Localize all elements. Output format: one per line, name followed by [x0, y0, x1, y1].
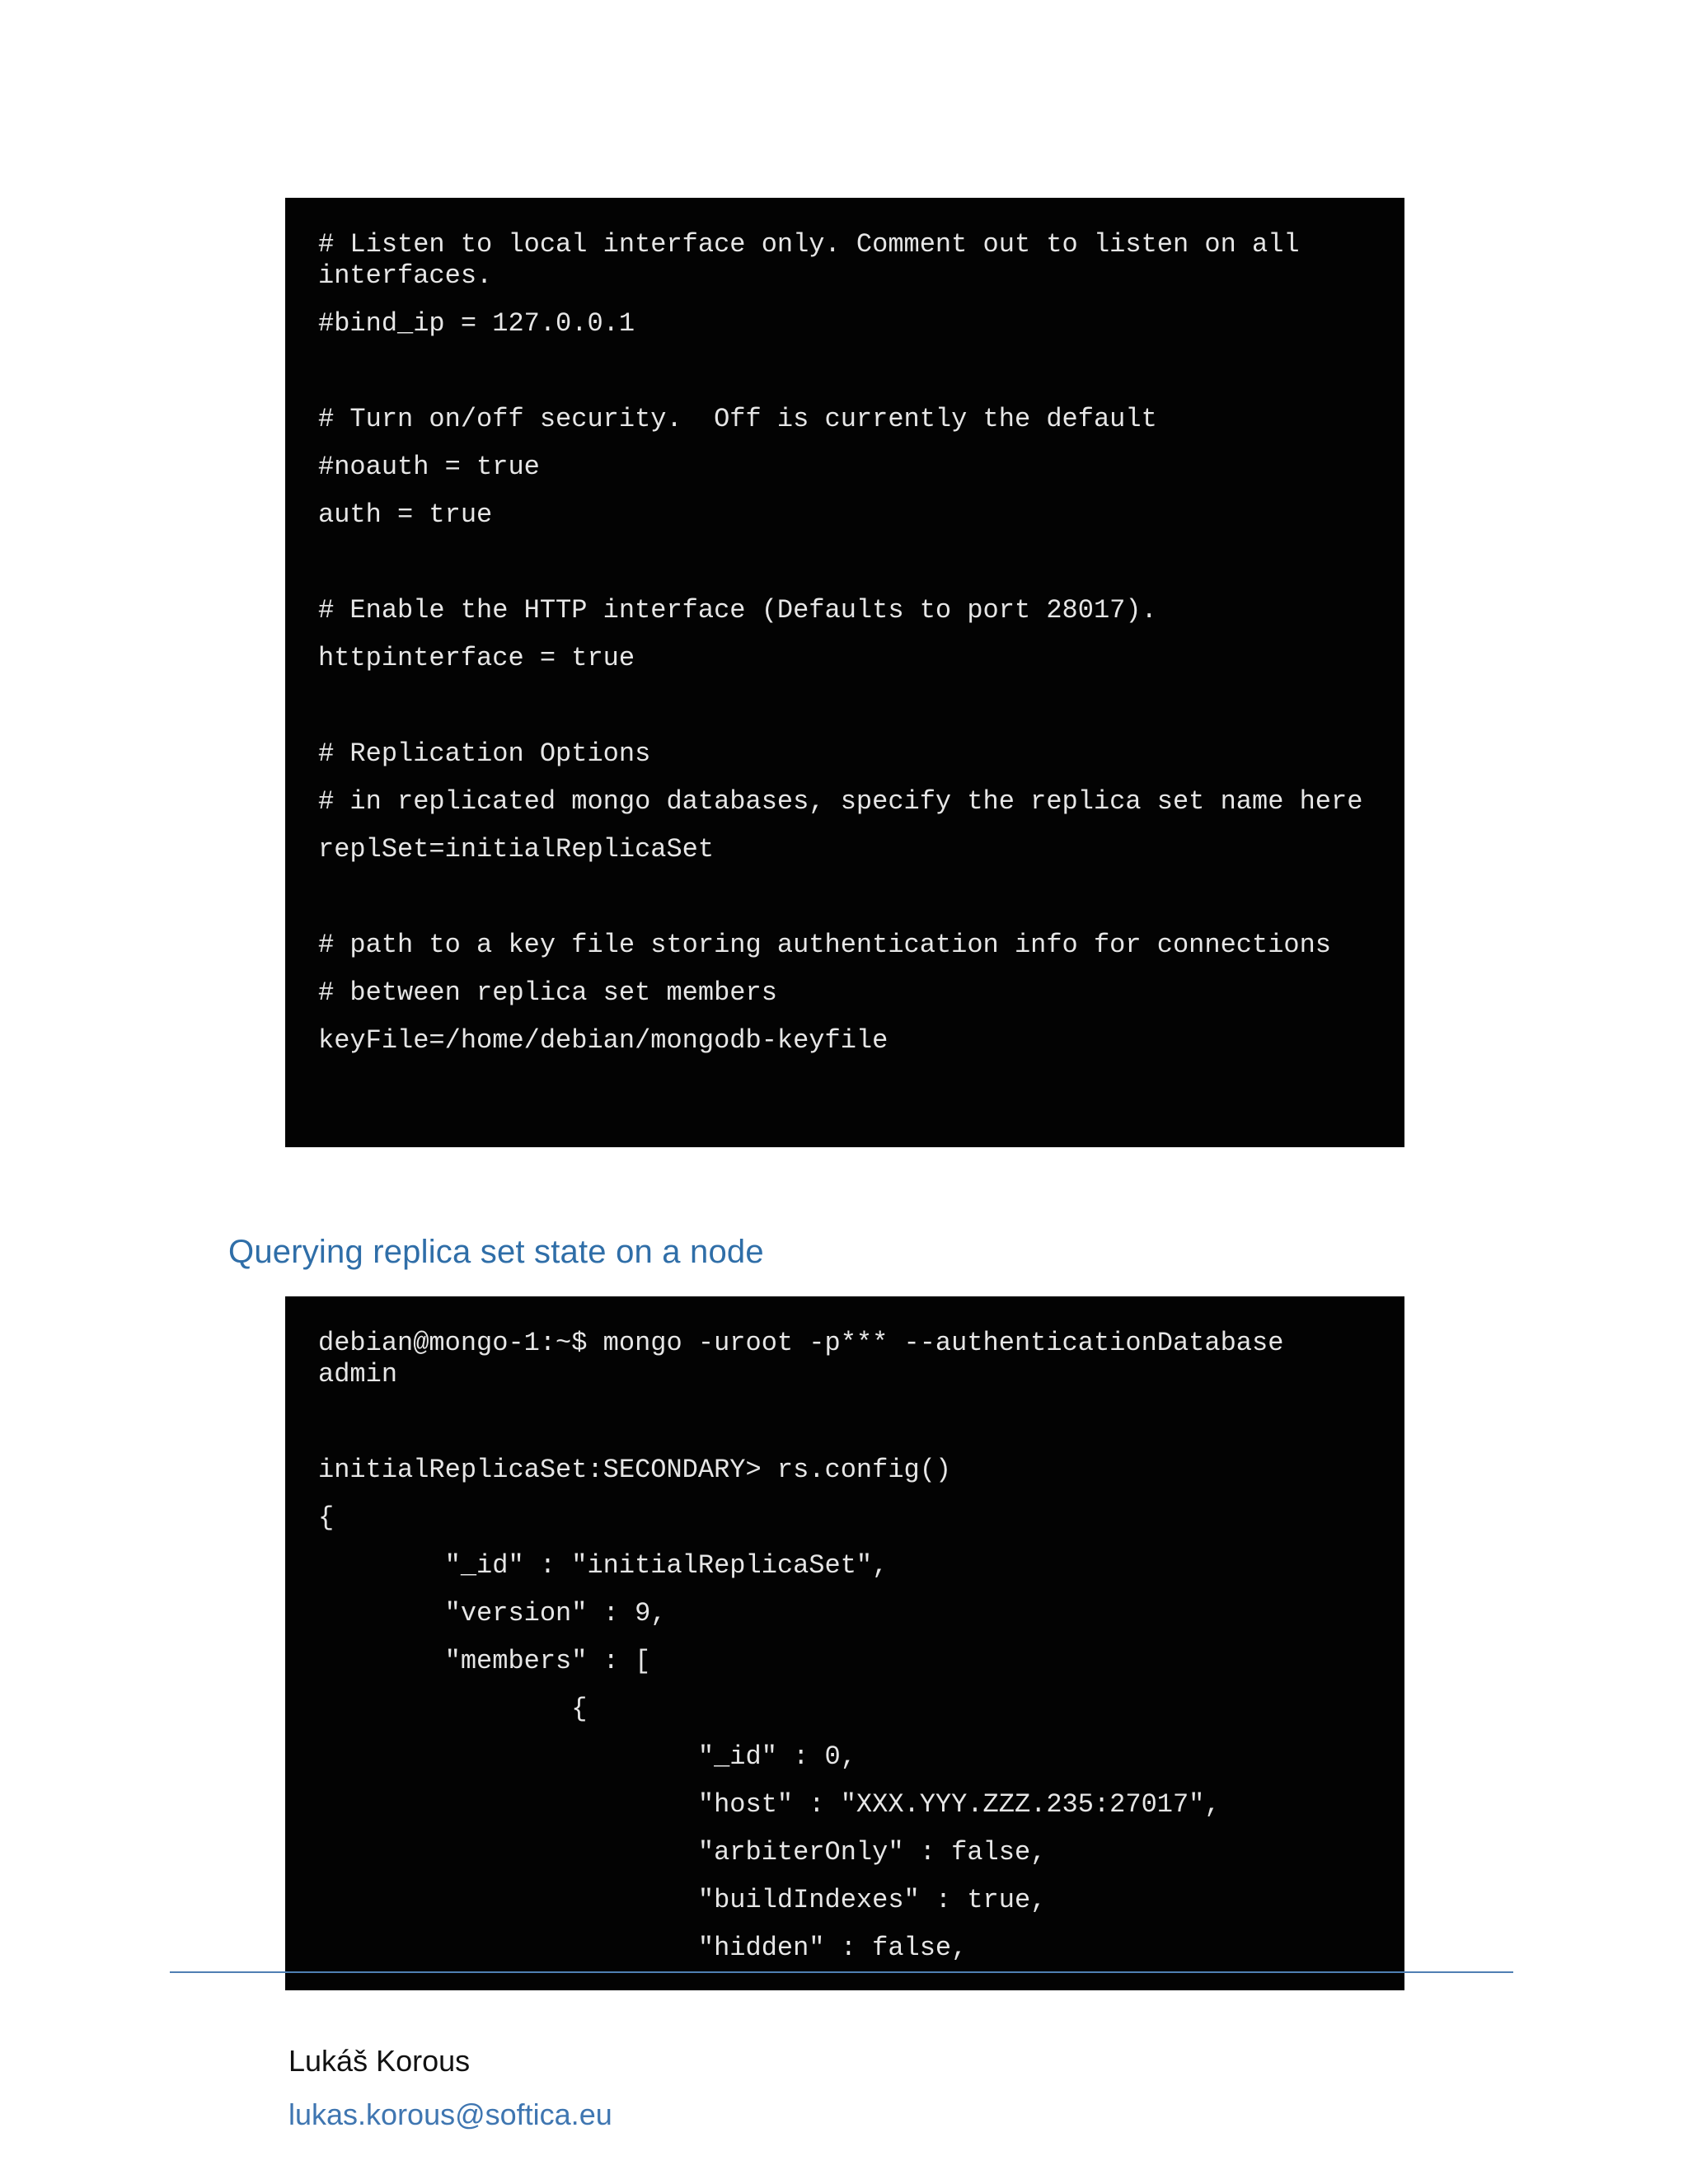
code-line: # Enable the HTTP interface (Defaults to port 28017). — [318, 595, 1157, 626]
code-line: initialReplicaSet:SECONDARY> rs.config() — [318, 1455, 952, 1485]
code-line: #noauth = true — [318, 452, 540, 482]
config-code-block — [285, 198, 1404, 1147]
footer-email-link[interactable]: lukas.korous@softica.eu — [288, 2097, 612, 2131]
code-line: keyFile=/home/debian/mongodb-keyfile — [318, 1025, 889, 1056]
code-line — [318, 547, 1372, 579]
code-line: # Listen to local interface only. Comment out to listen on all interfaces. — [318, 229, 1315, 291]
code-line — [318, 356, 1372, 387]
code-line: "arbiterOnly" : false, — [318, 1837, 1047, 1868]
shell-code-block — [285, 1296, 1404, 1990]
section-heading: Querying replica set state on a node — [228, 1234, 764, 1270]
code-line: "buildIndexes" : true, — [318, 1885, 1047, 1915]
code-line — [318, 1407, 1372, 1438]
code-line: { — [318, 1694, 588, 1724]
code-line: "members" : [ — [318, 1646, 651, 1676]
code-line: "_id" : 0, — [318, 1741, 856, 1772]
code-line — [318, 691, 1372, 722]
footer-divider — [170, 1971, 1513, 1973]
code-line: # between replica set members — [318, 977, 777, 1008]
code-line: # path to a key file storing authentication info for connections — [318, 930, 1331, 960]
code-line: debian@mongo-1:~$ mongo -uroot -p*** --authenticationDatabase admin — [318, 1328, 1300, 1390]
code-line: "version" : 9, — [318, 1598, 667, 1629]
code-line: # Replication Options — [318, 738, 651, 769]
code-line: # Turn on/off security. Off is currently the default — [318, 404, 1157, 434]
code-line: httpinterface = true — [318, 643, 635, 673]
code-line: #bind_ip = 127.0.0.1 — [318, 308, 635, 339]
code-line: replSet=initialReplicaSet — [318, 834, 715, 865]
code-line: "_id" : "initialReplicaSet", — [318, 1550, 889, 1581]
code-line: auth = true — [318, 499, 493, 530]
code-line — [318, 882, 1372, 913]
code-line: "hidden" : false, — [318, 1933, 968, 1963]
code-line: "host" : "XXX.YYY.ZZZ.235:27017", — [318, 1789, 1221, 1820]
code-line: # in replicated mongo databases, specify the replica set name here — [318, 786, 1363, 817]
footer-author: Lukáš Korous — [288, 2044, 471, 2078]
code-line: { — [318, 1502, 335, 1533]
